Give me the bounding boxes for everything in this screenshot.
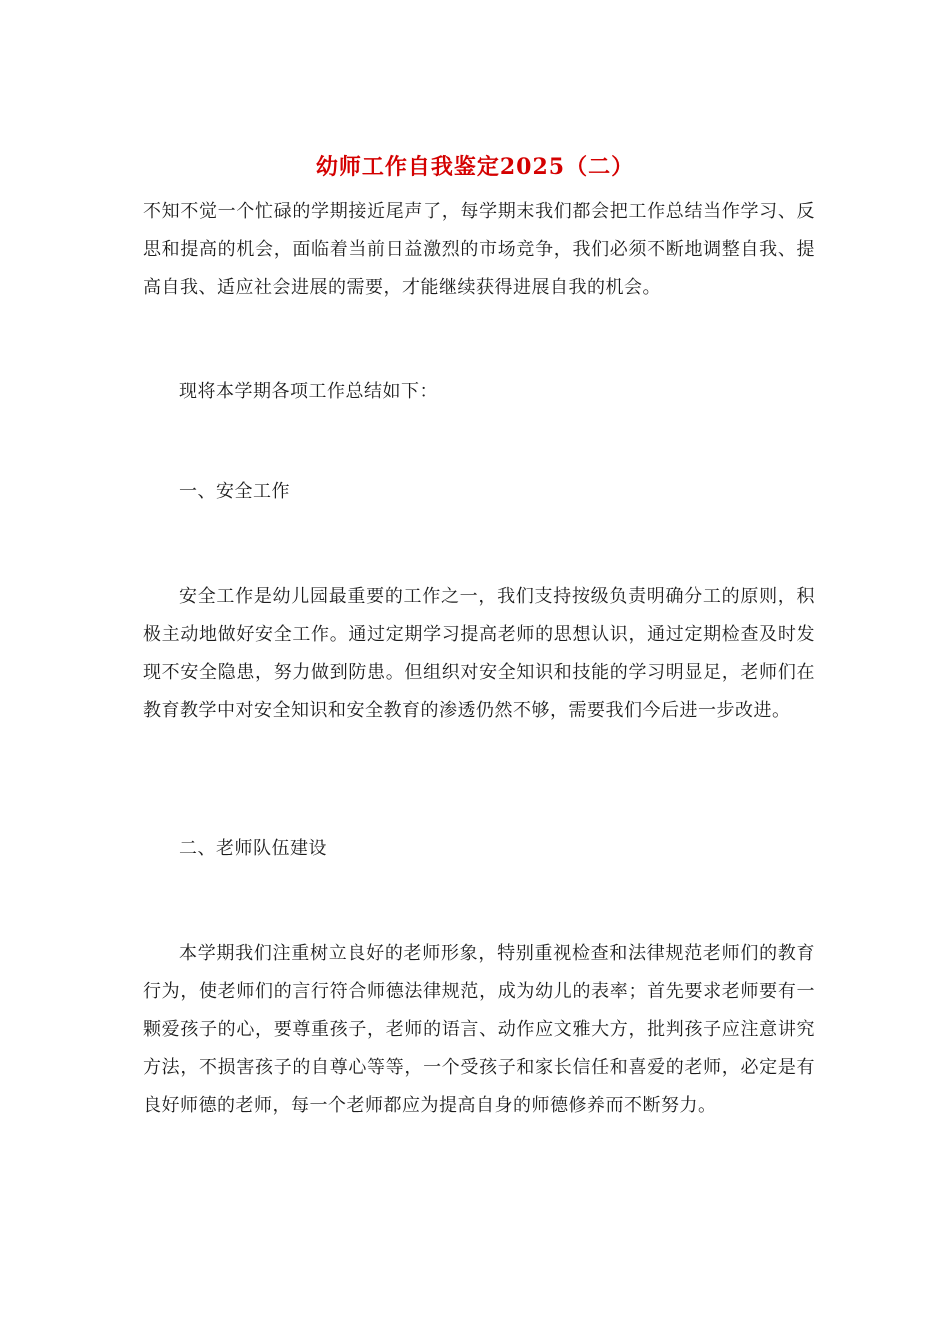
section-heading-safety: 一、安全工作 [179,481,290,502]
intro-paragraph: 不知不觉一个忙碌的学期接近尾声了，每学期末我们都会把工作总结当作学习、反思和提高的机会，面临着当前日益激烈的市场竞争，我们必须不断地调整自我、提高自我、适应社会进展的需要，才能继续获得进展自我的机会。 [143,201,815,298]
section-body-safety: 安全工作是幼儿园最重要的工作之一，我们支持按级负责明确分工的原则，积极主动地做好安全工作。通过定期学习提高老师的思想认识，通过定期检查及时发现不安全隐患，努力做到防患。但组织对安全知识和技能的学习明显足，老师们在教育教学中对安全知识和安全教育的渗透仍然不够，需要我们今后进一步改进。 [143,586,815,721]
summary-line: 现将本学期各项工作总结如下： [179,381,438,402]
document-title: 幼师工作自我鉴定2025（二） [315,154,635,180]
section-heading-teachers: 二、老师队伍建设 [179,838,327,859]
section-body-teachers: 本学期我们注重树立良好的老师形象，特别重视检查和法律规范老师们的教育行为，使老师们的言行符合师德法律规范，成为幼儿的表率；首先要求老师要有一颗爱孩子的心，要尊重孩子，老师的语言、动作应文雅大方，批判孩子应注意讲究方法，不损害孩子的自尊心等等，一个受孩子和家长信任和喜爱的老师，必定是有良好师德的老师，每一个老师都应为提高自身的师德修养而不断努力。 [143,943,815,1116]
